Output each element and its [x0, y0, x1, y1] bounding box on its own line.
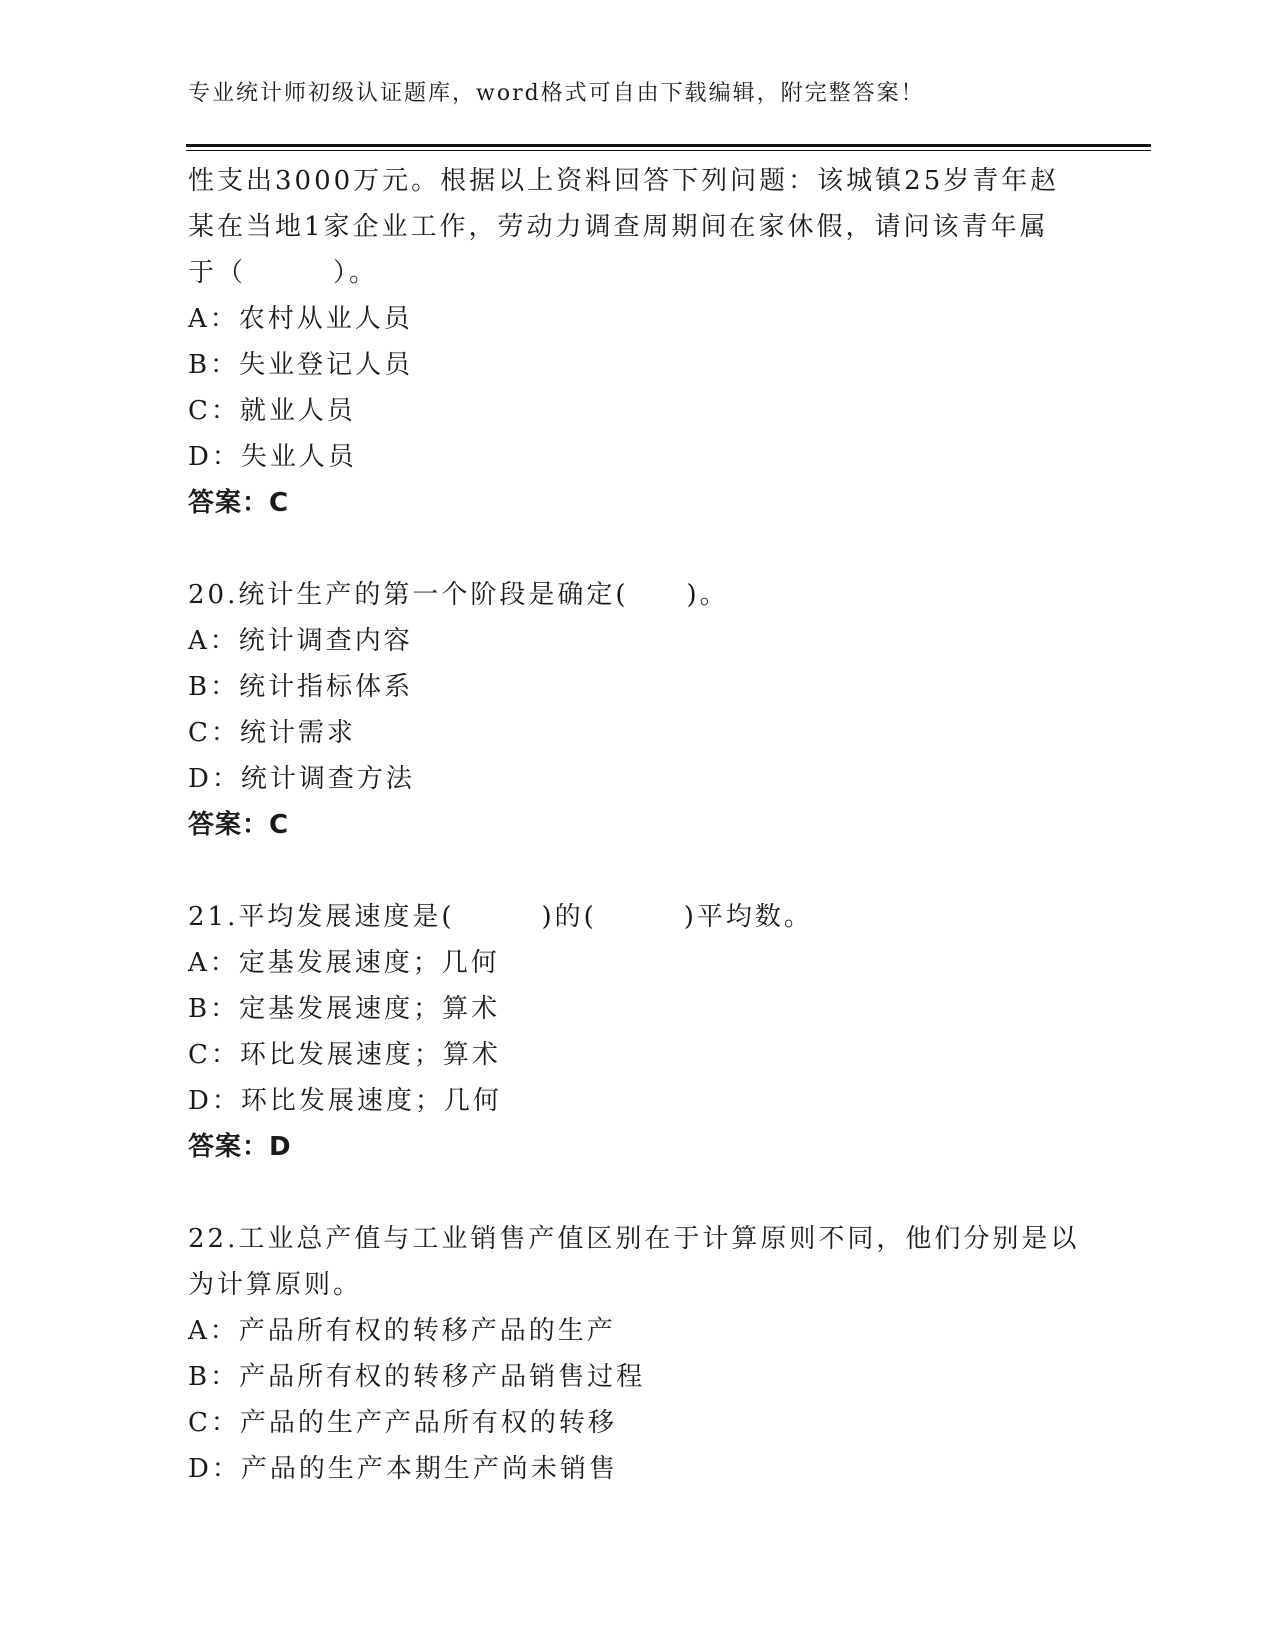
question-list [188, 158, 1088, 1492]
spacer [188, 848, 1088, 894]
question-stem-line: 性支出3000万元。根据以上资料回答下列问题：该城镇25岁青年赵 [188, 166, 1060, 196]
option-d: D：产品的生产本期生产尚未销售 [188, 1454, 618, 1484]
option-b: B：失业登记人员 [188, 350, 414, 380]
option-c: C：统计需求 [188, 718, 356, 748]
answer-line: 答案：C [188, 810, 290, 840]
option-c: C：就业人员 [188, 396, 356, 426]
question-stem-line: 于（ ）。 [188, 258, 379, 288]
question-block [188, 1216, 1088, 1492]
option-a: A：产品所有权的转移产品的生产 [188, 1316, 616, 1346]
question-stem-line: 22.工业总产值与工业销售产值区别在于计算原则不同，他们分别是以 [188, 1224, 1080, 1254]
page-header: 专业统计师初级认证题库，word格式可自由下载编辑，附完整答案！ [188, 81, 925, 106]
question-stem-line: 为计算原则。 [188, 1270, 363, 1300]
question-stem-line: 某在当地1家企业工作，劳动力调查周期间在家休假，请问该青年属 [188, 212, 1049, 242]
answer-line: 答案：D [188, 1132, 292, 1162]
question-block [188, 894, 1088, 1170]
option-c: C：环比发展速度；算术 [188, 1040, 501, 1070]
option-d: D：环比发展速度；几何 [188, 1086, 502, 1116]
answer-line: 答案：C [188, 488, 290, 518]
option-a: A：统计调查内容 [188, 626, 413, 656]
spacer [188, 1170, 1088, 1216]
question-block [188, 572, 1088, 848]
option-c: C：产品的生产产品所有权的转移 [188, 1408, 617, 1438]
option-b: B：产品所有权的转移产品销售过程 [188, 1362, 646, 1392]
option-d: D：失业人员 [188, 442, 357, 472]
header-rule-thin [186, 150, 1151, 151]
option-a: A：农村从业人员 [188, 304, 413, 334]
question-stem-line: 20.统计生产的第一个阶段是确定( )。 [188, 580, 729, 610]
option-b: B：统计指标体系 [188, 672, 414, 702]
spacer [188, 526, 1088, 572]
option-d: D：统计调查方法 [188, 764, 415, 794]
question-block [188, 158, 1088, 526]
option-b: B：定基发展速度；算术 [188, 994, 501, 1024]
header-rule-thick [186, 144, 1151, 147]
option-a: A：定基发展速度；几何 [188, 948, 500, 978]
question-stem-line: 21.平均发展速度是( )的( )平均数。 [188, 902, 813, 932]
